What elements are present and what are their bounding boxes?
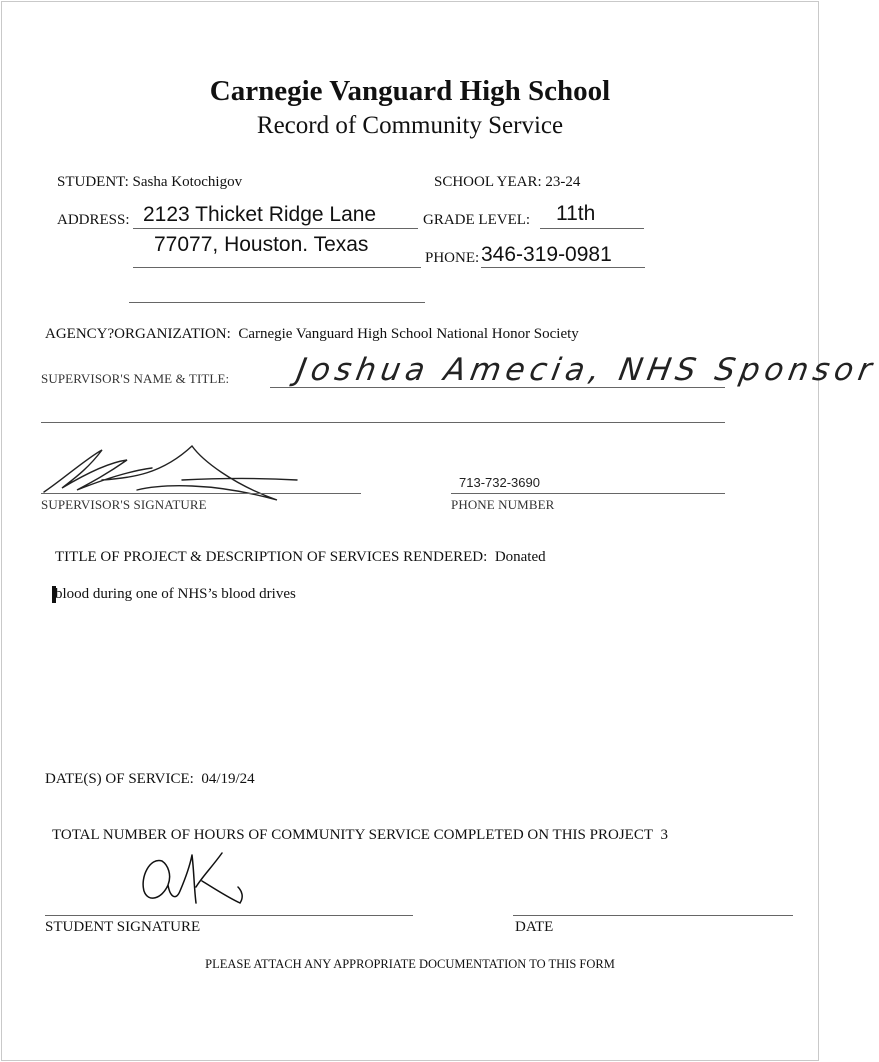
- address-line1[interactable]: 2123 Thicket Ridge Lane: [143, 203, 377, 226]
- address-label: ADDRESS:: [57, 212, 130, 228]
- dates-value[interactable]: 04/19/24: [201, 771, 255, 787]
- supervisor-signature-rule: [41, 493, 361, 494]
- school-year-field: [434, 174, 580, 191]
- hours-label: TOTAL NUMBER OF HOURS OF COMMUNITY SERVICE COMPLETED ON THIS PROJECT: [52, 827, 653, 843]
- student-signature-label: STUDENT SIGNATURE: [45, 919, 201, 935]
- supervisor-phone-label: PHONE NUMBER: [451, 497, 555, 512]
- student-label: STUDENT:: [57, 174, 129, 190]
- form-page: [1, 1, 879, 1061]
- project-desc-part1[interactable]: Donated: [494, 549, 546, 565]
- supervisor-name-handwritten[interactable]: Joshua Amecia, NHS Sponsor: [293, 352, 879, 388]
- student-signature-rule: [45, 915, 413, 916]
- agency-label: AGENCY?ORGANIZATION:: [45, 326, 231, 342]
- project-desc-part2[interactable]: blood during one of NHS’s blood drives: [55, 586, 296, 602]
- school-year-label: SCHOOL YEAR:: [434, 174, 542, 190]
- grade-rule: [540, 228, 644, 229]
- supervisor-name-rule-2: [41, 422, 725, 423]
- school-year-value[interactable]: 23-24: [545, 174, 581, 190]
- hours-field: [52, 827, 668, 844]
- agency-name[interactable]: Carnegie Vanguard High School National Honor Society: [238, 326, 579, 342]
- phone-rule: [481, 267, 645, 268]
- form-title: Record of Community Service: [256, 112, 564, 139]
- supervisor-phone-rule: [451, 493, 725, 494]
- attach-documentation-note: PLEASE ATTACH ANY APPROPRIATE DOCUMENTATION TO THIS FORM: [205, 957, 615, 971]
- hours-value[interactable]: 3: [660, 827, 668, 843]
- project-field: [55, 549, 546, 566]
- date-rule: [513, 915, 793, 916]
- agency-field: [45, 326, 579, 343]
- school-name: Carnegie Vanguard High School: [209, 75, 611, 107]
- dates-label: DATE(S) OF SERVICE:: [45, 771, 194, 787]
- address-line2-rule: [133, 267, 421, 268]
- supervisor-name-rule: [270, 387, 725, 388]
- project-label: TITLE OF PROJECT & DESCRIPTION OF SERVICES RENDERED:: [55, 549, 488, 565]
- date-label: DATE: [515, 919, 554, 935]
- phone-value[interactable]: 346-319-0981: [481, 243, 612, 266]
- supervisor-name-label: SUPERVISOR'S NAME & TITLE:: [41, 371, 230, 386]
- address-line2[interactable]: 77077, Houston. Texas: [154, 233, 369, 256]
- supervisor-phone-value[interactable]: 713-732-3690: [459, 475, 540, 490]
- address-line3-rule: [129, 302, 425, 303]
- phone-label: PHONE:: [425, 250, 480, 266]
- student-signature-image: [132, 847, 252, 912]
- grade-label: GRADE LEVEL:: [423, 212, 531, 228]
- grade-value[interactable]: 11th: [556, 202, 596, 225]
- student-field: [57, 174, 242, 191]
- supervisor-signature-label: SUPERVISOR'S SIGNATURE: [41, 497, 207, 512]
- address-line1-rule: [133, 228, 418, 229]
- dates-field: [45, 771, 255, 788]
- student-name[interactable]: Sasha Kotochigov: [132, 174, 243, 190]
